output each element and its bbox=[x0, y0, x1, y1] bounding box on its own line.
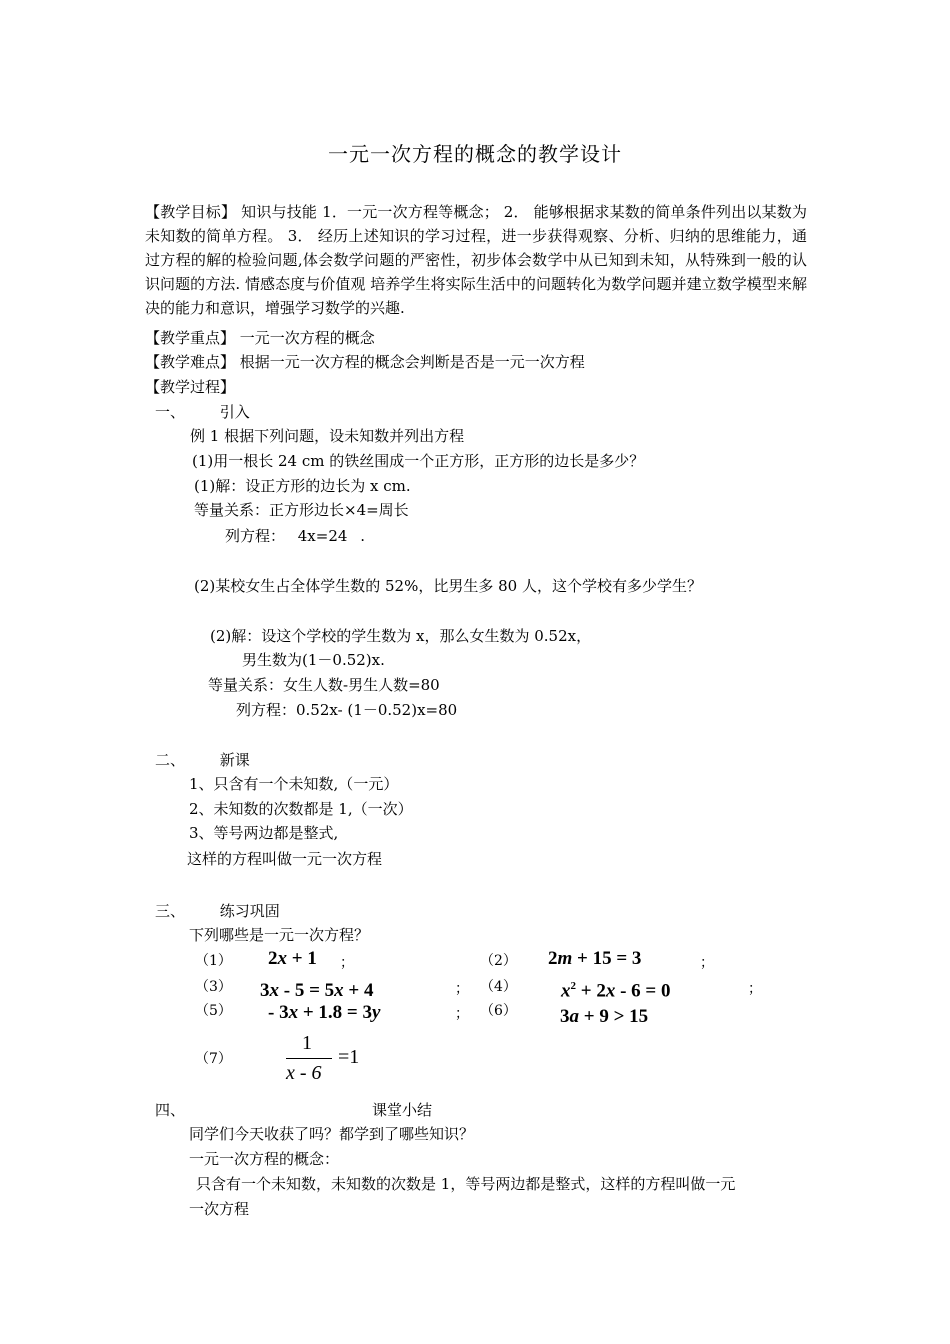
exercise-label-2: （2） bbox=[480, 953, 517, 969]
semicolon: ； bbox=[455, 1006, 469, 1022]
semicolon: ； bbox=[748, 981, 762, 997]
summary-question: 同学们今天收获了吗？都学到了哪些知识？ bbox=[189, 1125, 475, 1143]
rule-2: 2、未知数的次数都是 1,（一次） bbox=[189, 800, 413, 818]
rule-1: 1、只含有一个未知数,（一元） bbox=[189, 775, 399, 793]
exercise-label-5: （5） bbox=[195, 1003, 232, 1019]
semicolon: ； bbox=[340, 955, 354, 971]
solution-2a: (2)解：设这个学校的学生数为 x，那么女生数为 0.52x， bbox=[210, 627, 592, 645]
definition: 这样的方程叫做一元一次方程 bbox=[187, 850, 383, 868]
expr-3: 3x - 5 = 5x + 4 bbox=[260, 980, 374, 1001]
objectives-paragraph: 【教学目标】 知识与技能 1．一元一次方程等概念； 2． 能够根据求某数的简单条件列出以某数为未知数的简单方程。 3． 经历上述知识的学习过程，进一步获得观察、分析、归纳的思维能力，通过方程的解的检验问题,体会数学问题的严密性，初步体会数学中从已知到未知，从特殊到一般的认识问题的方法. 情感态度与价值观 培养学生将实际生活中的问题转化为数学问题并建立数学模型来解决的能力和意识，增强学习数学的兴趣. bbox=[145, 203, 807, 317]
exercise-label-1: （1） bbox=[195, 953, 232, 969]
exercise-label-4: （4） bbox=[480, 979, 517, 995]
question-1: (1)用一根长 24 cm 的铁丝围成一个正方形，正方形的边长是多少？ bbox=[192, 452, 645, 470]
exercise-prompt: 下列哪些是一元一次方程？ bbox=[189, 926, 370, 944]
expr-6: 3a + 9 > 15 bbox=[560, 1006, 649, 1027]
exercise-label-6: （6） bbox=[480, 1003, 517, 1019]
page-title: 一元一次方程的概念的教学设计 bbox=[328, 142, 622, 166]
key-point: 【教学重点】 一元一次方程的概念 bbox=[145, 329, 375, 347]
fraction-numerator: 1 bbox=[302, 1032, 312, 1054]
concept-line-2: 一次方程 bbox=[189, 1200, 250, 1218]
expr-1: 2x + 1 bbox=[268, 948, 317, 969]
equation-1: 列方程： 4x=24 . bbox=[225, 527, 365, 545]
process-heading: 【教学过程】 bbox=[145, 378, 236, 396]
section4-heading: 课堂小结 bbox=[372, 1101, 433, 1119]
expr-7-fraction bbox=[286, 1032, 376, 1088]
section1-heading: 一、 引入 bbox=[155, 403, 250, 421]
expr-5: - 3x + 1.8 = 3y bbox=[268, 1002, 381, 1023]
relation-1: 等量关系：正方形边长×4=周长 bbox=[194, 501, 409, 519]
expr-2: 2m + 15 = 3 bbox=[548, 948, 642, 969]
section2-heading: 二、 新课 bbox=[155, 751, 250, 769]
difficulty: 【教学难点】 根据一元一次方程的概念会判断是否是一元一次方程 bbox=[145, 353, 585, 371]
relation-2: 等量关系：女生人数-男生人数=80 bbox=[208, 676, 440, 694]
fraction-rhs: =1 bbox=[338, 1046, 360, 1068]
concept-line-1: 只含有一个未知数，未知数的次数是 1，等号两边都是整式，这样的方程叫做一元 bbox=[196, 1175, 736, 1193]
exercise-label-7: （7） bbox=[195, 1051, 232, 1067]
fraction-bar bbox=[286, 1058, 332, 1059]
solution-2b: 男生数为(1－0.52)x. bbox=[242, 651, 385, 669]
exercise-label-3: （3） bbox=[195, 979, 232, 995]
expr-4: $x^2 + 2x - 6 = 0$ bbox=[561, 980, 671, 1002]
example-1: 例 1 根据下列问题，设未知数并列出方程 bbox=[190, 427, 465, 445]
concept-title: 一元一次方程的概念： bbox=[189, 1150, 340, 1168]
rule-3: 3、等号两边都是整式, bbox=[189, 824, 339, 842]
section4-number: 四、 bbox=[155, 1101, 186, 1119]
semicolon: ； bbox=[700, 955, 714, 971]
question-2: (2)某校女生占全体学生数的 52%，比男生多 80 人，这个学校有多少学生？ bbox=[194, 577, 702, 595]
equation-2: 列方程：0.52x- (1－0.52)x=80 bbox=[236, 701, 458, 719]
semicolon: ； bbox=[455, 981, 469, 997]
fraction-denominator: x - 6 bbox=[286, 1062, 322, 1084]
section3-heading: 三、 练习巩固 bbox=[155, 902, 280, 920]
solution-1: (1)解：设正方形的边长为 x cm. bbox=[194, 477, 411, 495]
